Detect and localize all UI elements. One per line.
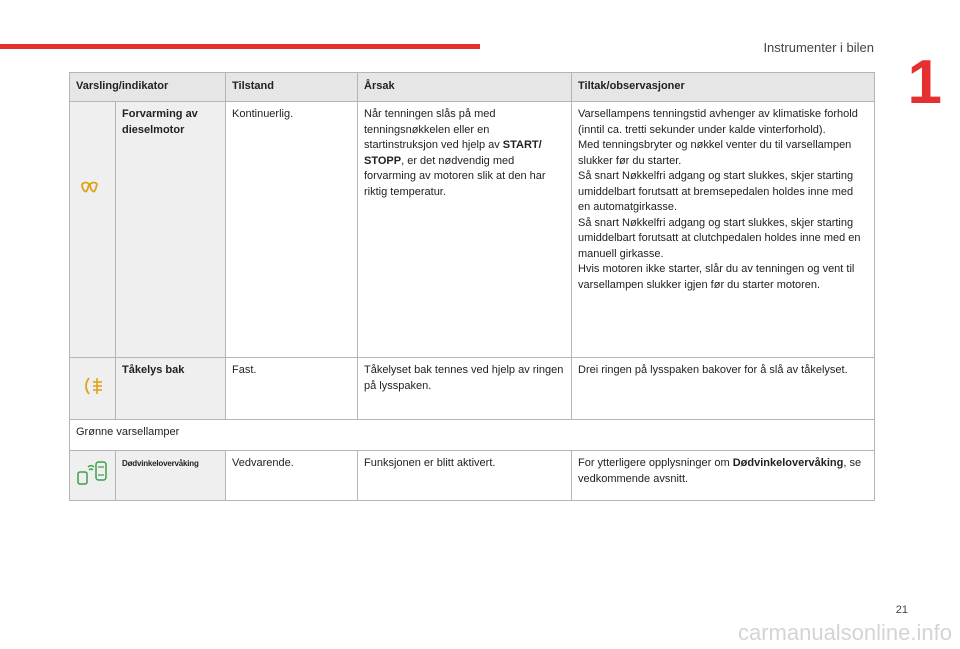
state-cell: Kontinuerlig. [226,102,358,358]
header-accent-bar [0,44,480,49]
column-header: Tilstand [226,73,358,102]
cause-text: Når tenningen slås på med tenningsnøkkelen eller en startinstruksjon ved hjelp av [364,108,503,151]
chapter-number: 1 [907,48,942,117]
action-cell [572,102,875,358]
action-cell: Drei ringen på lysspaken bakover for å slå av tåkelyset. [572,358,875,420]
icon-cell [70,451,116,501]
indicator-name: Dødvinkelovervåking [116,451,226,501]
rear-fog-light-icon [80,388,106,400]
state-cell: Vedvarende. [226,451,358,501]
action-cell [572,451,875,501]
action-line: Hvis motoren ikke starter, slår du av tenningen og vent til varsellampen slukker igjen før du starter motoren. [578,263,855,291]
action-line: Så snart Nøkkelfri adgang og start slukkes, skjer starting umiddelbart forutsatt at bremsepedalen holdes inne med en automatgirkasse. [578,170,854,213]
indicator-table [69,72,875,501]
action-line: Varsellampens tenningstid avhenger av klimatiske forhold (inntil ca. tretti sekunder under kalde vinterforhold). [578,108,858,136]
indicator-name: Tåkelys bak [116,358,226,420]
icon-cell [70,102,116,358]
action-text: , se vedkommende avsnitt. [578,457,862,485]
action-line: Så snart Nøkkelfri adgang og start slukkes, skjer starting umiddelbart forutsatt at clutchpedalen holdes inne med en manuell girkasse. [578,216,861,260]
glow-plug-icon [80,180,106,202]
cause-text: , er det nødvendig med forvarming av motoren slik at den har riktig temperatur. [364,154,546,198]
table-row [70,451,875,501]
group-row [70,420,875,451]
table-header-row [70,73,875,102]
page-number: 21 [895,604,908,616]
action-line: Med tenningsbryter og nøkkel venter du til varsellampen slukker før du starter. [578,139,852,167]
watermark: carmanualsonline.info [737,620,952,645]
icon-cell [70,358,116,420]
column-header: Årsak [358,73,572,102]
cause-bold-text: START/ STOPP [364,139,542,167]
action-bold-text: Dødvinkelovervåking [732,457,844,469]
blind-spot-monitoring-icon [76,477,110,489]
cause-cell: Funksjonen er blitt aktivert. [358,451,572,501]
column-header: Varsling/indikator [70,73,226,102]
table-row [70,358,875,420]
column-header: Tiltak/observasjoner [572,73,875,102]
action-text: For ytterligere opplysninger om [578,457,733,469]
state-cell: Fast. [226,358,358,420]
indicator-name: Forvarming av dieselmotor [116,102,226,358]
section-title: Instrumenter i bilen [763,40,874,55]
cause-cell [358,102,572,358]
table-row [70,102,875,358]
cause-cell: Tåkelyset bak tennes ved hjelp av ringen på lysspaken. [358,358,572,420]
group-label: Grønne varsellamper [70,420,875,451]
